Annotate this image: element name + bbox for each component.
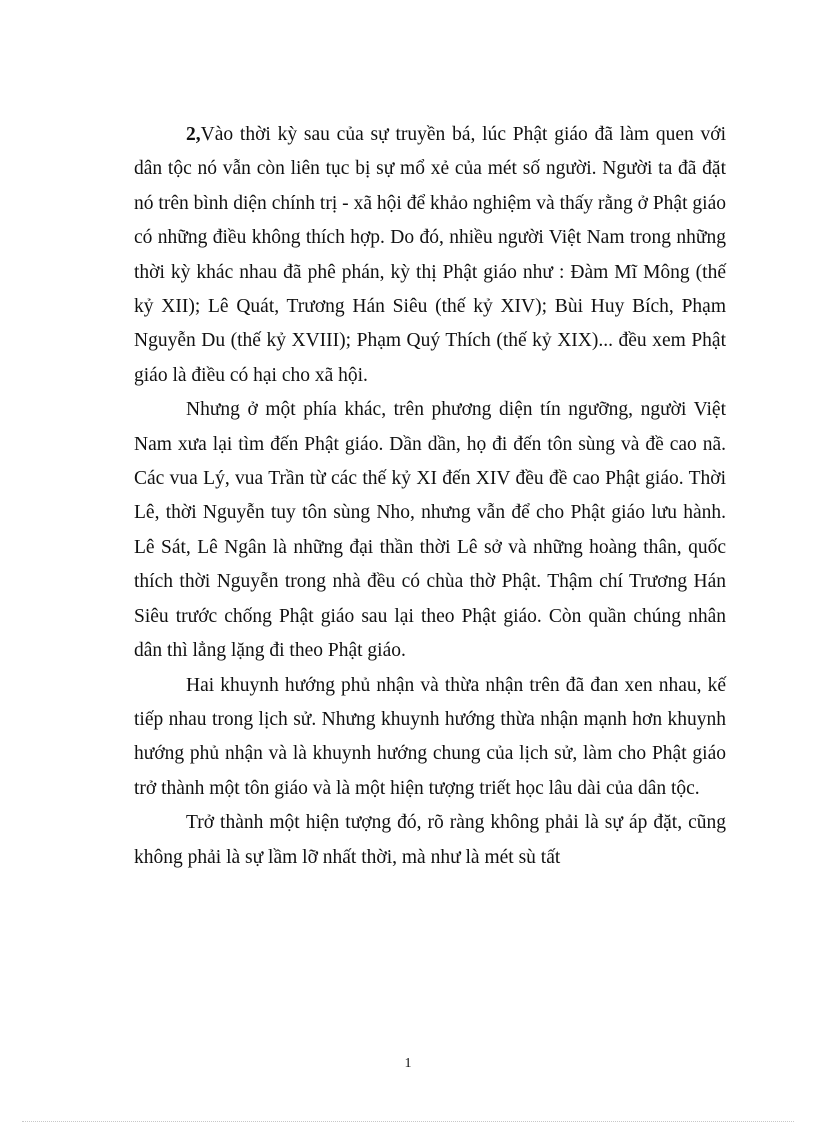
paragraph-2-text: Nhưng ở một phía khác, trên phương diện tín ngưỡng, người Việt Nam xưa lại tìm đến Phật giáo. Dần dần, họ đi đến tôn sùng và đề cao nã. Các vua Lý, vua Trần từ các thế kỷ XI đến XIV đều đề cao Phật giáo. Thời Lê, thời Nguyễn tuy tôn sùng Nho, nhưng vẫn để cho Phật giáo lưu hành. Lê Sát, Lê Ngân là những đại thần thời Lê sở và những hoàng thân, quốc thích thời Nguyễn trong nhà đều có chùa thờ Phật. Thậm chí Trương Hán Siêu trước chống Phật giáo sau lại theo Phật giáo. Còn quần chúng nhân dân thì lẳng lặng đi theo Phật giáo. xyxy=(134,399,726,662)
page-number: 1 xyxy=(404,1056,412,1071)
paragraph-4 xyxy=(134,806,726,875)
paragraph-4-text: Trở thành một hiện tượng đó, rõ ràng không phải là sự áp đặt, cũng không phải là sự lầm lỡ nhất thời, mà như là mét sù tất xyxy=(134,812,726,868)
document-body xyxy=(134,118,726,875)
footer-divider xyxy=(22,1121,794,1122)
paragraph-1 xyxy=(134,118,726,393)
paragraph-1-text: Vào thời kỳ sau của sự truyền bá, lúc Phật giáo đã làm quen với dân tộc nó vẫn còn liên tục bị sự mổ xẻ của mét số người. Người ta đã đặt nó trên bình diện chính trị - xã hội để khảo nghiệm và thấy rằng ở Phật giáo có những điều không thích hợp. Do đó, nhiều người Việt Nam trong những thời kỳ khác nhau đã phê phán, kỳ thị Phật giáo như : Đàm Mĩ Mông (thế kỷ XII); Lê Quát, Trương Hán Siêu (thế kỷ XIV); Bùi Huy Bích, Phạm Nguyễn Du (thế kỷ XVIII); Phạm Quý Thích (thế kỷ XIX)... đều xem Phật giáo là điều có hại cho xã hội. xyxy=(134,124,726,386)
paragraph-1-lead: 2, xyxy=(186,124,201,145)
paragraph-3-text: Hai khuynh hướng phủ nhận và thừa nhận trên đã đan xen nhau, kế tiếp nhau trong lịch sử. Nhưng khuynh hướng thừa nhận mạnh hơn khuynh hướng phủ nhận và là khuynh hướng chung của lịch sử, làm cho Phật giáo trở thành một tôn giáo và là một hiện tượng triết học lâu dài của dân tộc. xyxy=(134,674,726,799)
paragraph-3 xyxy=(134,669,726,807)
paragraph-2 xyxy=(134,393,726,668)
